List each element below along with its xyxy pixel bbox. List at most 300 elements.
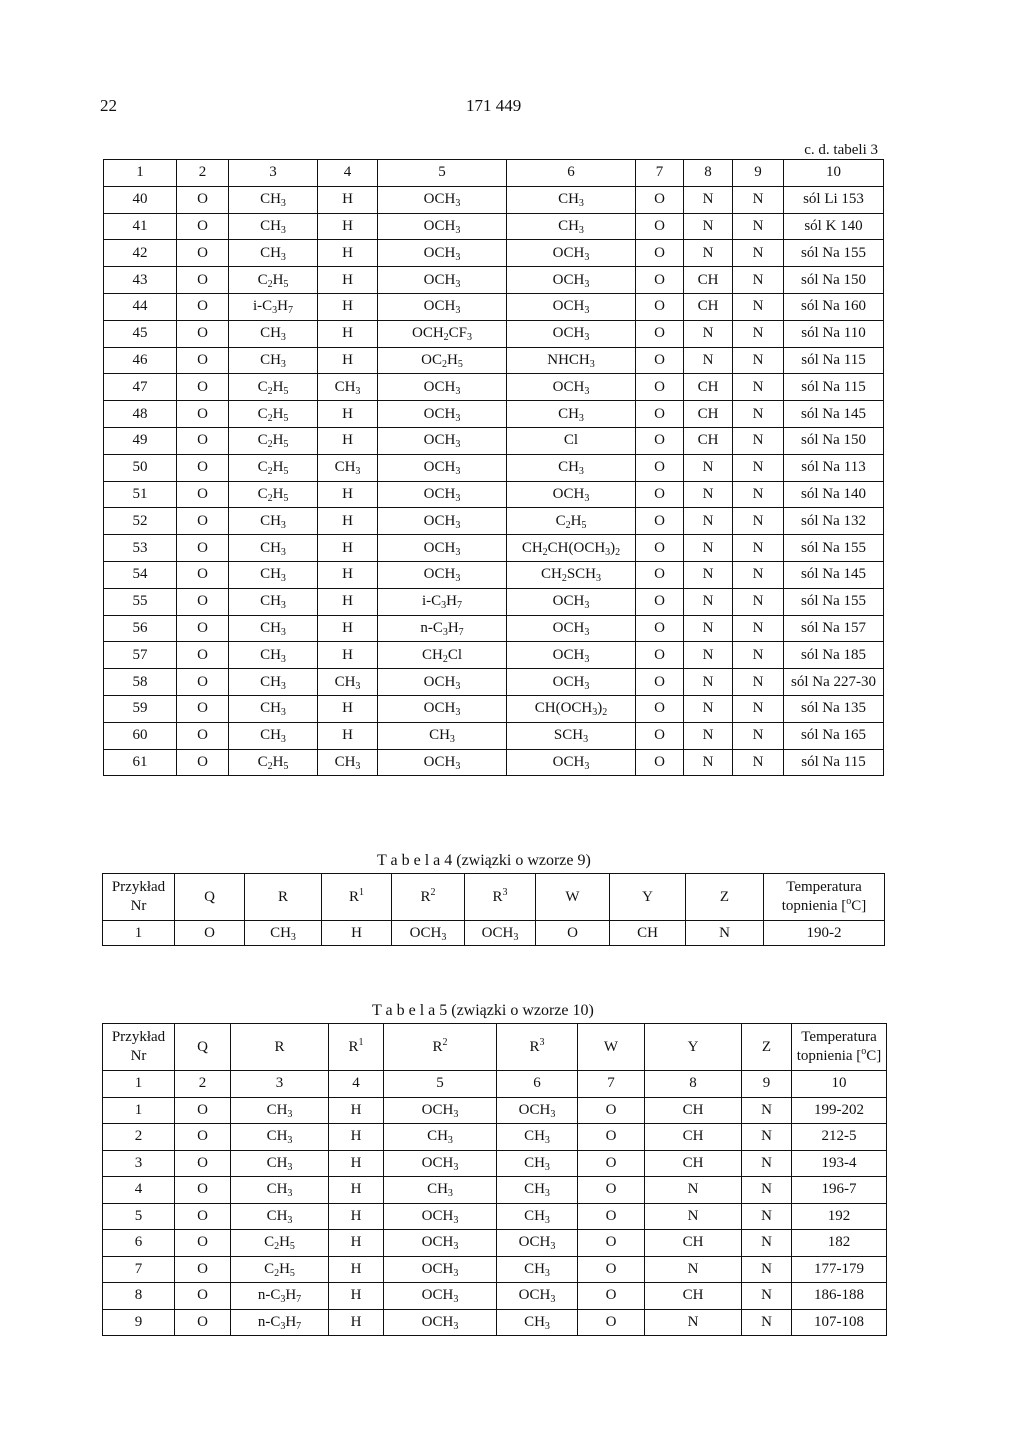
table-cell: H bbox=[322, 921, 392, 946]
table-cell: Q bbox=[175, 874, 245, 921]
table-cell: $SCH_3$ bbox=[507, 722, 636, 749]
table-cell: N bbox=[742, 1177, 792, 1204]
table-cell: $CH_3$ bbox=[507, 186, 636, 213]
table-cell: 10 bbox=[792, 1071, 887, 1098]
table-cell: O bbox=[636, 561, 684, 588]
table-cell: sól Na 145 bbox=[784, 401, 884, 428]
table-cell: $OCH_3$ bbox=[507, 481, 636, 508]
table-row bbox=[104, 454, 884, 481]
table-cell: $C_2H_5$ bbox=[231, 1256, 329, 1283]
table-cell: 60 bbox=[104, 722, 177, 749]
table-cell: 45 bbox=[104, 320, 177, 347]
table-cell: Z bbox=[742, 1024, 792, 1071]
table-row bbox=[104, 669, 884, 696]
table-cell: N bbox=[733, 240, 784, 267]
table-cell: O bbox=[177, 186, 229, 213]
table-cell: $OCH_3$ bbox=[384, 1283, 497, 1310]
table-row bbox=[104, 401, 884, 428]
table-cell: O bbox=[177, 508, 229, 535]
table-number-row bbox=[103, 1071, 887, 1098]
table-cell: 7 bbox=[636, 160, 684, 187]
table-cell: $CH_3$ bbox=[507, 401, 636, 428]
table-header-row bbox=[103, 874, 885, 921]
table-cell: H bbox=[329, 1124, 384, 1151]
table-cell: $OCH_3$ bbox=[507, 749, 636, 776]
table-cell: $CH_3$ bbox=[229, 642, 318, 669]
table-cell: $OCH_3$ bbox=[378, 561, 507, 588]
table-cell: W bbox=[578, 1024, 645, 1071]
table-cell: $OCH_3$ bbox=[497, 1097, 578, 1124]
table-row bbox=[104, 347, 884, 374]
table-cell: N bbox=[733, 320, 784, 347]
table-cell: H bbox=[318, 642, 378, 669]
table-cell: O bbox=[175, 1150, 231, 1177]
table-cell: O bbox=[177, 267, 229, 294]
table-cell: sól Na 155 bbox=[784, 240, 884, 267]
table-cell: $C_2H_5$ bbox=[229, 374, 318, 401]
table-cell: 6 bbox=[103, 1230, 175, 1257]
table-cell: $CH_3$ bbox=[497, 1150, 578, 1177]
table-cell: N bbox=[742, 1283, 792, 1310]
table-cell: $OCH_3$ bbox=[378, 401, 507, 428]
table-cell: O bbox=[177, 561, 229, 588]
table-cell: 59 bbox=[104, 695, 177, 722]
table-cell: CH bbox=[684, 374, 733, 401]
table-cell: $CH_3$ bbox=[231, 1150, 329, 1177]
table-cell: O bbox=[636, 427, 684, 454]
table-cell: 8 bbox=[645, 1071, 742, 1098]
table-cell: 1 bbox=[103, 1071, 175, 1098]
table-row bbox=[104, 615, 884, 642]
table-cell: Cl bbox=[507, 427, 636, 454]
table-cell: O bbox=[177, 722, 229, 749]
table-cell: O bbox=[536, 921, 610, 946]
table-cell: O bbox=[177, 213, 229, 240]
table-cell: 196-7 bbox=[792, 1177, 887, 1204]
table-row bbox=[104, 240, 884, 267]
table-cell: O bbox=[636, 642, 684, 669]
table-cell: H bbox=[318, 561, 378, 588]
table-cell: R bbox=[231, 1024, 329, 1071]
table-cell: O bbox=[636, 401, 684, 428]
table-cell: N bbox=[684, 669, 733, 696]
table-cell: 2 bbox=[177, 160, 229, 187]
table-row bbox=[103, 1097, 887, 1124]
table-row bbox=[104, 508, 884, 535]
table-cell: O bbox=[175, 1230, 231, 1257]
table-cell: Z bbox=[686, 874, 764, 921]
table-cell: N bbox=[733, 535, 784, 562]
table-cell: H bbox=[318, 535, 378, 562]
table-row bbox=[104, 749, 884, 776]
table-cell: Y bbox=[610, 874, 686, 921]
table-cell: $OCH_3$ bbox=[507, 320, 636, 347]
table-cell: 1 bbox=[104, 160, 177, 187]
table-header-row bbox=[104, 160, 884, 187]
table-cell: 8 bbox=[684, 160, 733, 187]
table-cell: 58 bbox=[104, 669, 177, 696]
table-cell: $OCH_3$ bbox=[384, 1230, 497, 1257]
table-cell: sól Na 115 bbox=[784, 347, 884, 374]
table-cell: H bbox=[329, 1230, 384, 1257]
table-cell: $CH_3$ bbox=[229, 213, 318, 240]
table-cell: N bbox=[684, 749, 733, 776]
table-cell: $OCH_3$ bbox=[378, 213, 507, 240]
table-row bbox=[104, 293, 884, 320]
table-cell: O bbox=[578, 1150, 645, 1177]
table-cell: 56 bbox=[104, 615, 177, 642]
table-cell: H bbox=[318, 722, 378, 749]
table-cell: 186-188 bbox=[792, 1283, 887, 1310]
table-cell: $CH_3$ bbox=[229, 722, 318, 749]
table-3 bbox=[103, 159, 884, 776]
table-cell: $C_2H_5$ bbox=[229, 427, 318, 454]
table-cell: $OCH_3$ bbox=[384, 1256, 497, 1283]
table-cell: 177-179 bbox=[792, 1256, 887, 1283]
table-cell: $OCH_3$ bbox=[497, 1283, 578, 1310]
table-cell: $CH_3$ bbox=[245, 921, 322, 946]
table-cell: 9 bbox=[733, 160, 784, 187]
table-cell: 50 bbox=[104, 454, 177, 481]
table-row bbox=[103, 1150, 887, 1177]
table-cell: N bbox=[733, 213, 784, 240]
table-cell: O bbox=[636, 454, 684, 481]
table-cell: 3 bbox=[229, 160, 318, 187]
table-cell: $CH_3$ bbox=[229, 588, 318, 615]
table-cell: $OCH_3$ bbox=[378, 240, 507, 267]
table-cell: Temperatura topnienia [$^o$C] bbox=[792, 1024, 887, 1071]
table-cell: $OCH_3$ bbox=[507, 293, 636, 320]
table-cell: $CH_3$ bbox=[229, 320, 318, 347]
table-cell: Przykład Nr bbox=[103, 874, 175, 921]
table-cell: O bbox=[636, 588, 684, 615]
table-cell: H bbox=[318, 267, 378, 294]
table-cell: 107-108 bbox=[792, 1309, 887, 1336]
table-cell: O bbox=[177, 535, 229, 562]
table-cell: $CH_3$ bbox=[318, 669, 378, 696]
table-row bbox=[104, 320, 884, 347]
table-cell: $CH_2SCH_3$ bbox=[507, 561, 636, 588]
table-cell: $CH_3$ bbox=[229, 347, 318, 374]
table-cell: O bbox=[177, 347, 229, 374]
table-cell: O bbox=[578, 1124, 645, 1151]
table-cell: H bbox=[318, 240, 378, 267]
table-cell: N bbox=[686, 921, 764, 946]
table-cell: O bbox=[578, 1203, 645, 1230]
table-cell: O bbox=[177, 481, 229, 508]
table-cell: $NHCH_3$ bbox=[507, 347, 636, 374]
table-row bbox=[103, 921, 885, 946]
table-cell: Y bbox=[645, 1024, 742, 1071]
table-cell: $OCH_3$ bbox=[507, 240, 636, 267]
table-cell: 55 bbox=[104, 588, 177, 615]
table-cell: $R^2$ bbox=[384, 1024, 497, 1071]
table-cell: N bbox=[733, 561, 784, 588]
table-cell: N bbox=[684, 186, 733, 213]
table-cell: O bbox=[175, 1124, 231, 1151]
table-cell: sól Na 110 bbox=[784, 320, 884, 347]
table-cell: $OCH_3$ bbox=[497, 1230, 578, 1257]
table-cell: H bbox=[318, 186, 378, 213]
table-cell: N bbox=[742, 1309, 792, 1336]
table-cell: $R^2$ bbox=[392, 874, 465, 921]
table-cell: N bbox=[684, 320, 733, 347]
table-cell: $OCH_3$ bbox=[465, 921, 536, 946]
table-cell: H bbox=[318, 481, 378, 508]
table-cell: 10 bbox=[784, 160, 884, 187]
table-row bbox=[103, 1177, 887, 1204]
table-cell: O bbox=[578, 1097, 645, 1124]
table-cell: N bbox=[645, 1177, 742, 1204]
table-cell: O bbox=[636, 240, 684, 267]
table-cell: $OCH_3$ bbox=[507, 642, 636, 669]
table-cell: O bbox=[636, 669, 684, 696]
table-cell: $C_2H_5$ bbox=[231, 1230, 329, 1257]
table-cell: N bbox=[733, 722, 784, 749]
table-cell: O bbox=[175, 1177, 231, 1204]
table-cell: sól Na 115 bbox=[784, 374, 884, 401]
table-cell: N bbox=[684, 615, 733, 642]
table-cell: $OC_2H_5$ bbox=[378, 347, 507, 374]
table-row bbox=[104, 427, 884, 454]
table-cell: 1 bbox=[103, 921, 175, 946]
table-cell: O bbox=[636, 615, 684, 642]
table-cell: 2 bbox=[103, 1124, 175, 1151]
table-cell: $n-C_3H_7$ bbox=[231, 1309, 329, 1336]
table-cell: N bbox=[733, 669, 784, 696]
table-cell: O bbox=[175, 1097, 231, 1124]
table-cell: N bbox=[645, 1256, 742, 1283]
table-cell: N bbox=[684, 695, 733, 722]
table-cell: O bbox=[177, 695, 229, 722]
table-cell: N bbox=[645, 1203, 742, 1230]
table-row bbox=[103, 1256, 887, 1283]
table-cell: sól Na 157 bbox=[784, 615, 884, 642]
table-cell: $OCH_3$ bbox=[378, 293, 507, 320]
table-row bbox=[104, 561, 884, 588]
table-cell: H bbox=[329, 1203, 384, 1230]
table-cell: sól Na 113 bbox=[784, 454, 884, 481]
table-cell: 8 bbox=[103, 1283, 175, 1310]
table-cell: sól Na 160 bbox=[784, 293, 884, 320]
table-cell: 52 bbox=[104, 508, 177, 535]
table-cell: 5 bbox=[103, 1203, 175, 1230]
table-cell: $CH_3$ bbox=[497, 1177, 578, 1204]
table-cell: N bbox=[733, 401, 784, 428]
table-cell: $CH_3$ bbox=[229, 508, 318, 535]
table-row bbox=[104, 186, 884, 213]
table-cell: W bbox=[536, 874, 610, 921]
table-cell: $R^3$ bbox=[465, 874, 536, 921]
table-cell: O bbox=[636, 320, 684, 347]
table-cell: sól Na 155 bbox=[784, 535, 884, 562]
table-cell: CH bbox=[645, 1124, 742, 1151]
table-cell: O bbox=[636, 213, 684, 240]
table-cell: CH bbox=[684, 401, 733, 428]
table-cell: N bbox=[645, 1309, 742, 1336]
table-cell: 6 bbox=[507, 160, 636, 187]
table-cell: 9 bbox=[742, 1071, 792, 1098]
table5-title: T a b e l a 5 (związki o wzorze 10) bbox=[372, 1002, 594, 1019]
table-cell: O bbox=[177, 240, 229, 267]
table-cell: N bbox=[684, 347, 733, 374]
table-cell: N bbox=[733, 374, 784, 401]
table-cell: $OCH_3$ bbox=[507, 615, 636, 642]
table-cell: H bbox=[329, 1283, 384, 1310]
table-cell: $OCH_3$ bbox=[378, 669, 507, 696]
table-cell: $CH_3$ bbox=[318, 749, 378, 776]
table-cell: O bbox=[177, 374, 229, 401]
table-cell: 51 bbox=[104, 481, 177, 508]
table-cell: N bbox=[733, 508, 784, 535]
table-cell: N bbox=[733, 293, 784, 320]
table-cell: H bbox=[318, 293, 378, 320]
table-cell: $OCH_3$ bbox=[378, 186, 507, 213]
table-cell: $i-C_3H_7$ bbox=[229, 293, 318, 320]
table-cell: N bbox=[733, 481, 784, 508]
table-cell: $OCH_3$ bbox=[378, 454, 507, 481]
table-cell: sól Na 185 bbox=[784, 642, 884, 669]
table-cell: O bbox=[177, 320, 229, 347]
table-cell: 6 bbox=[497, 1071, 578, 1098]
table-cell: O bbox=[636, 481, 684, 508]
table-cell: O bbox=[636, 508, 684, 535]
table-cell: 2 bbox=[175, 1071, 231, 1098]
table-cell: $CH_3$ bbox=[231, 1124, 329, 1151]
table-cell: 49 bbox=[104, 427, 177, 454]
table-cell: O bbox=[578, 1177, 645, 1204]
table-cell: Q bbox=[175, 1024, 231, 1071]
table-cell: 212-5 bbox=[792, 1124, 887, 1151]
table-cell: N bbox=[684, 535, 733, 562]
table-cell: H bbox=[318, 213, 378, 240]
table-row bbox=[104, 267, 884, 294]
table-cell: N bbox=[742, 1097, 792, 1124]
table-cell: H bbox=[329, 1097, 384, 1124]
table-cell: 61 bbox=[104, 749, 177, 776]
table-cell: N bbox=[742, 1150, 792, 1177]
table-cell: 192 bbox=[792, 1203, 887, 1230]
table-cell: CH bbox=[684, 427, 733, 454]
table-cell: 182 bbox=[792, 1230, 887, 1257]
table-cell: N bbox=[733, 454, 784, 481]
table-cell: H bbox=[318, 695, 378, 722]
table-cell: sól Na 150 bbox=[784, 267, 884, 294]
table-cell: $R^1$ bbox=[329, 1024, 384, 1071]
table-cell: $OCH_3$ bbox=[378, 267, 507, 294]
table-cell: N bbox=[742, 1230, 792, 1257]
table-cell: H bbox=[318, 427, 378, 454]
table4-title: T a b e l a 4 (związki o wzorze 9) bbox=[377, 852, 591, 869]
table-cell: sól Na 115 bbox=[784, 749, 884, 776]
table-cell: $CH_3$ bbox=[318, 374, 378, 401]
table-cell: $OCH_3$ bbox=[378, 749, 507, 776]
table-cell: Przykład Nr bbox=[103, 1024, 175, 1071]
table-cell: $C_2H_5$ bbox=[229, 481, 318, 508]
table-cell: $OCH_3$ bbox=[378, 374, 507, 401]
table-cell: 44 bbox=[104, 293, 177, 320]
table-cell: O bbox=[175, 921, 245, 946]
table3-continuation-caption: c. d. tabeli 3 bbox=[804, 142, 878, 158]
table-cell: 190-2 bbox=[764, 921, 885, 946]
table-cell: O bbox=[636, 722, 684, 749]
table-cell: 53 bbox=[104, 535, 177, 562]
table-cell: 1 bbox=[103, 1097, 175, 1124]
table-cell: $R^1$ bbox=[322, 874, 392, 921]
table-cell: N bbox=[684, 722, 733, 749]
table-cell: $OCH_3$ bbox=[378, 695, 507, 722]
table-cell: $n-C_3H_7$ bbox=[231, 1283, 329, 1310]
table-cell: $R^3$ bbox=[497, 1024, 578, 1071]
table-cell: $CH_3$ bbox=[507, 213, 636, 240]
table-row bbox=[104, 588, 884, 615]
table-cell: sól K 140 bbox=[784, 213, 884, 240]
table-cell: 41 bbox=[104, 213, 177, 240]
table-cell: 46 bbox=[104, 347, 177, 374]
table-cell: O bbox=[578, 1230, 645, 1257]
table-row bbox=[103, 1230, 887, 1257]
table-header-row bbox=[103, 1024, 887, 1071]
table-cell: CH bbox=[645, 1283, 742, 1310]
table-cell: $CH_3$ bbox=[507, 454, 636, 481]
table-cell: O bbox=[177, 454, 229, 481]
table-cell: H bbox=[329, 1309, 384, 1336]
table-cell: $CH_2Cl$ bbox=[378, 642, 507, 669]
table-cell: $OCH_3$ bbox=[378, 535, 507, 562]
table-cell: 5 bbox=[378, 160, 507, 187]
table-cell: 47 bbox=[104, 374, 177, 401]
table-cell: H bbox=[329, 1177, 384, 1204]
table-row bbox=[104, 642, 884, 669]
table-cell: O bbox=[177, 588, 229, 615]
table-cell: O bbox=[636, 535, 684, 562]
table-cell: O bbox=[177, 669, 229, 696]
table-row bbox=[104, 535, 884, 562]
table-cell: $CH_3$ bbox=[229, 695, 318, 722]
table-cell: $CH_2CH(OCH_3)_2$ bbox=[507, 535, 636, 562]
table-cell: O bbox=[177, 642, 229, 669]
patent-number: 171 449 bbox=[466, 96, 522, 115]
table-row bbox=[103, 1309, 887, 1336]
table-cell: 9 bbox=[103, 1309, 175, 1336]
table-cell: H bbox=[318, 320, 378, 347]
table-row bbox=[104, 695, 884, 722]
table-cell: $CH_3$ bbox=[497, 1203, 578, 1230]
table-cell: CH bbox=[684, 293, 733, 320]
table-cell: O bbox=[177, 615, 229, 642]
page-number: 22 bbox=[100, 96, 117, 115]
table-cell: N bbox=[733, 267, 784, 294]
table-cell: $C_2H_5$ bbox=[229, 401, 318, 428]
table-cell: CH bbox=[610, 921, 686, 946]
table-cell: $CH_3$ bbox=[318, 454, 378, 481]
table-cell: sól Na 155 bbox=[784, 588, 884, 615]
table-cell: sól Na 145 bbox=[784, 561, 884, 588]
table-cell: H bbox=[318, 588, 378, 615]
table-cell: $OCH_2CF_3$ bbox=[378, 320, 507, 347]
table-cell: O bbox=[175, 1309, 231, 1336]
table-cell: O bbox=[578, 1309, 645, 1336]
table-cell: $CH_3$ bbox=[229, 186, 318, 213]
table-cell: $CH_3$ bbox=[384, 1177, 497, 1204]
table-cell: $CH(OCH_3)_2$ bbox=[507, 695, 636, 722]
table-cell: $CH_3$ bbox=[497, 1309, 578, 1336]
table-cell: $CH_3$ bbox=[229, 240, 318, 267]
table-cell: 57 bbox=[104, 642, 177, 669]
table-cell: $OCH_3$ bbox=[384, 1150, 497, 1177]
table-cell: O bbox=[636, 374, 684, 401]
table-row bbox=[104, 374, 884, 401]
